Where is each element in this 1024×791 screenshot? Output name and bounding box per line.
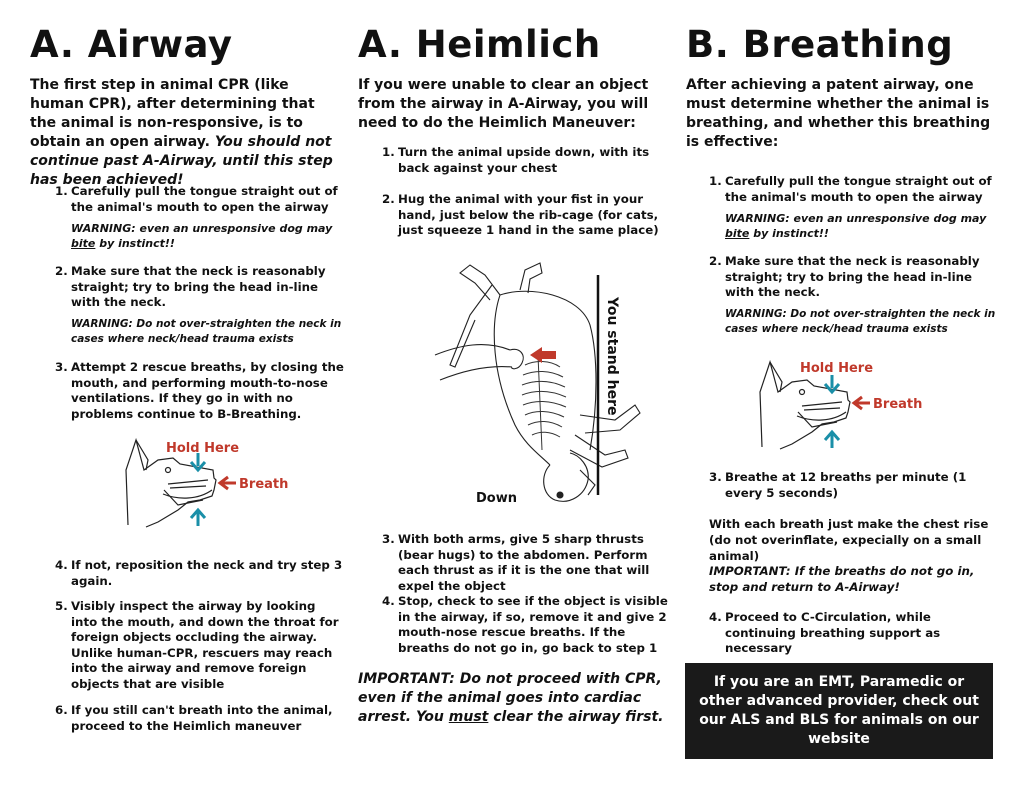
airway-step-6: 6. If you still can't breath into the animal, proceed to the Heimlich maneuver bbox=[55, 703, 333, 733]
airway-up-arrow bbox=[191, 510, 205, 526]
heimlich-step-2: 2. Hug the animal with your fist in your hand, just below the rib-cage (for cats, just squeeze 1 hand in the same place) bbox=[382, 192, 659, 237]
airway-warning-bite: WARNING: even an unresponsive dog may bite by instinct!! bbox=[71, 222, 333, 250]
breathing-breath-arrow bbox=[854, 397, 870, 409]
breathing-hold-label: Hold Here bbox=[800, 361, 874, 376]
airway-step-2: 2. Make sure that the neck is reasonably straight; try to bring the head in-line with the neck. WARNING: Do not over-straighten the neck in cases where neck/head trauma exists bbox=[55, 264, 345, 347]
breathing-up-arrow bbox=[825, 432, 839, 448]
airway-step-1: 1. Carefully pull the tongue straight out of the animal's mouth to open the airway WARNING: even an unresponsive dog may bite by instinct!! bbox=[55, 184, 345, 251]
airway-warning-neck: WARNING: Do not over-straighten the neck in cases where neck/head trauma exists bbox=[71, 317, 342, 345]
breathing-title: B. Breathing bbox=[686, 23, 954, 66]
airway-breath-label: Breath bbox=[239, 477, 289, 492]
breathing-step-4: 4. Proceed to C-Circulation, while continuing breathing support as necessary bbox=[709, 610, 941, 655]
airway-intro: The first step in animal CPR (like human CPR), after determining that the animal is non-responsive, is to obtain an open airway. You should not continue past A-Airway, until this step has been achieved! bbox=[30, 77, 333, 188]
airway-step-4: 4. If not, reposition the neck and try step 3 again. bbox=[55, 558, 343, 588]
airway-step-5: 5. Visibly inspect the airway by looking into the mouth, and down the throat for foreign objects occluding the airway. Unlike human-CPR, rescuers may reach into the airway and remove foreign objects that are visible bbox=[55, 599, 339, 691]
heimlich-title: A. Heimlich bbox=[358, 23, 601, 66]
breathing-column bbox=[686, 0, 996, 152]
breathing-step-2: 2. Make sure that the neck is reasonably straight; try to bring the head in-line with the neck. WARNING: Do not over-straighten the neck in cases where neck/head trauma exists bbox=[709, 254, 999, 337]
airway-column bbox=[30, 0, 345, 190]
ribcage bbox=[522, 355, 566, 450]
breathing-dog-head-diagram bbox=[752, 352, 942, 452]
heimlich-step-3: 3. With both arms, give 5 sharp thrusts (bear hugs) to the abdomen. Perform each thrust as if it is the one that will expel the object bbox=[382, 532, 650, 593]
callout-text: If you are an EMT, Paramedic or other advanced provider, check out our ALS and BLS for animals on our website bbox=[699, 674, 979, 747]
heimlich-column bbox=[358, 0, 668, 133]
breathing-step-3: 3. Breathe at 12 breaths per minute (1 every 5 seconds) bbox=[709, 470, 967, 500]
heimlich-step-1: 1. Turn the animal upside down, with its back against your chest bbox=[382, 145, 650, 175]
breathing-warning-bite: WARNING: even an unresponsive dog may bite by instinct!! bbox=[725, 212, 987, 240]
airway-step-3: 3. Attempt 2 rescue breaths, by closing the mouth, and performing mouth-to-nose ventilations. If they go in with no problems continue to B-Breathing. bbox=[55, 360, 344, 421]
heimlich-important: IMPORTANT: Do not proceed with CPR, even if the animal goes into cardiac arrest. You must clear the airway first. bbox=[358, 671, 664, 725]
airway-dog-head-diagram bbox=[118, 430, 308, 530]
breathing-warning-neck: WARNING: Do not over-straighten the neck in cases where neck/head trauma exists bbox=[725, 307, 996, 335]
heimlich-step-4: 4. Stop, check to see if the object is visible in the airway, if so, remove it and give 2 mouth-nose rescue breaths. If the breaths do not go in, go back to step 1 bbox=[382, 594, 668, 655]
label-down: Down bbox=[476, 491, 517, 506]
airway-breath-arrow bbox=[220, 477, 236, 489]
heimlich-intro: If you were unable to clear an object from the airway in A-Airway, you will need to do the Heimlich Maneuver: bbox=[358, 77, 649, 131]
advanced-provider-callout bbox=[685, 663, 993, 759]
breathing-note-chest-rise: With each breath just make the chest rise (do not overinflate, expecially on a small animal) bbox=[709, 517, 989, 563]
thrust-arrow bbox=[530, 347, 556, 363]
breathing-intro: After achieving a patent airway, one must determine whether the animal is breathing, and whether this breathing is effective: bbox=[686, 77, 991, 150]
airway-title: A. Airway bbox=[30, 23, 233, 66]
breathing-breath-label: Breath bbox=[873, 397, 923, 412]
heimlich-dog-diagram bbox=[430, 255, 660, 510]
airway-hold-label: Hold Here bbox=[166, 441, 240, 456]
label-you-stand-here: You stand here bbox=[604, 297, 620, 416]
breathing-step-1: 1. Carefully pull the tongue straight out of the animal's mouth to open the airway WARNING: even an unresponsive dog may bite by instinct!! bbox=[709, 174, 999, 241]
breathing-important-note: IMPORTANT: If the breaths do not go in, stop and return to A-Airway! bbox=[709, 564, 975, 594]
